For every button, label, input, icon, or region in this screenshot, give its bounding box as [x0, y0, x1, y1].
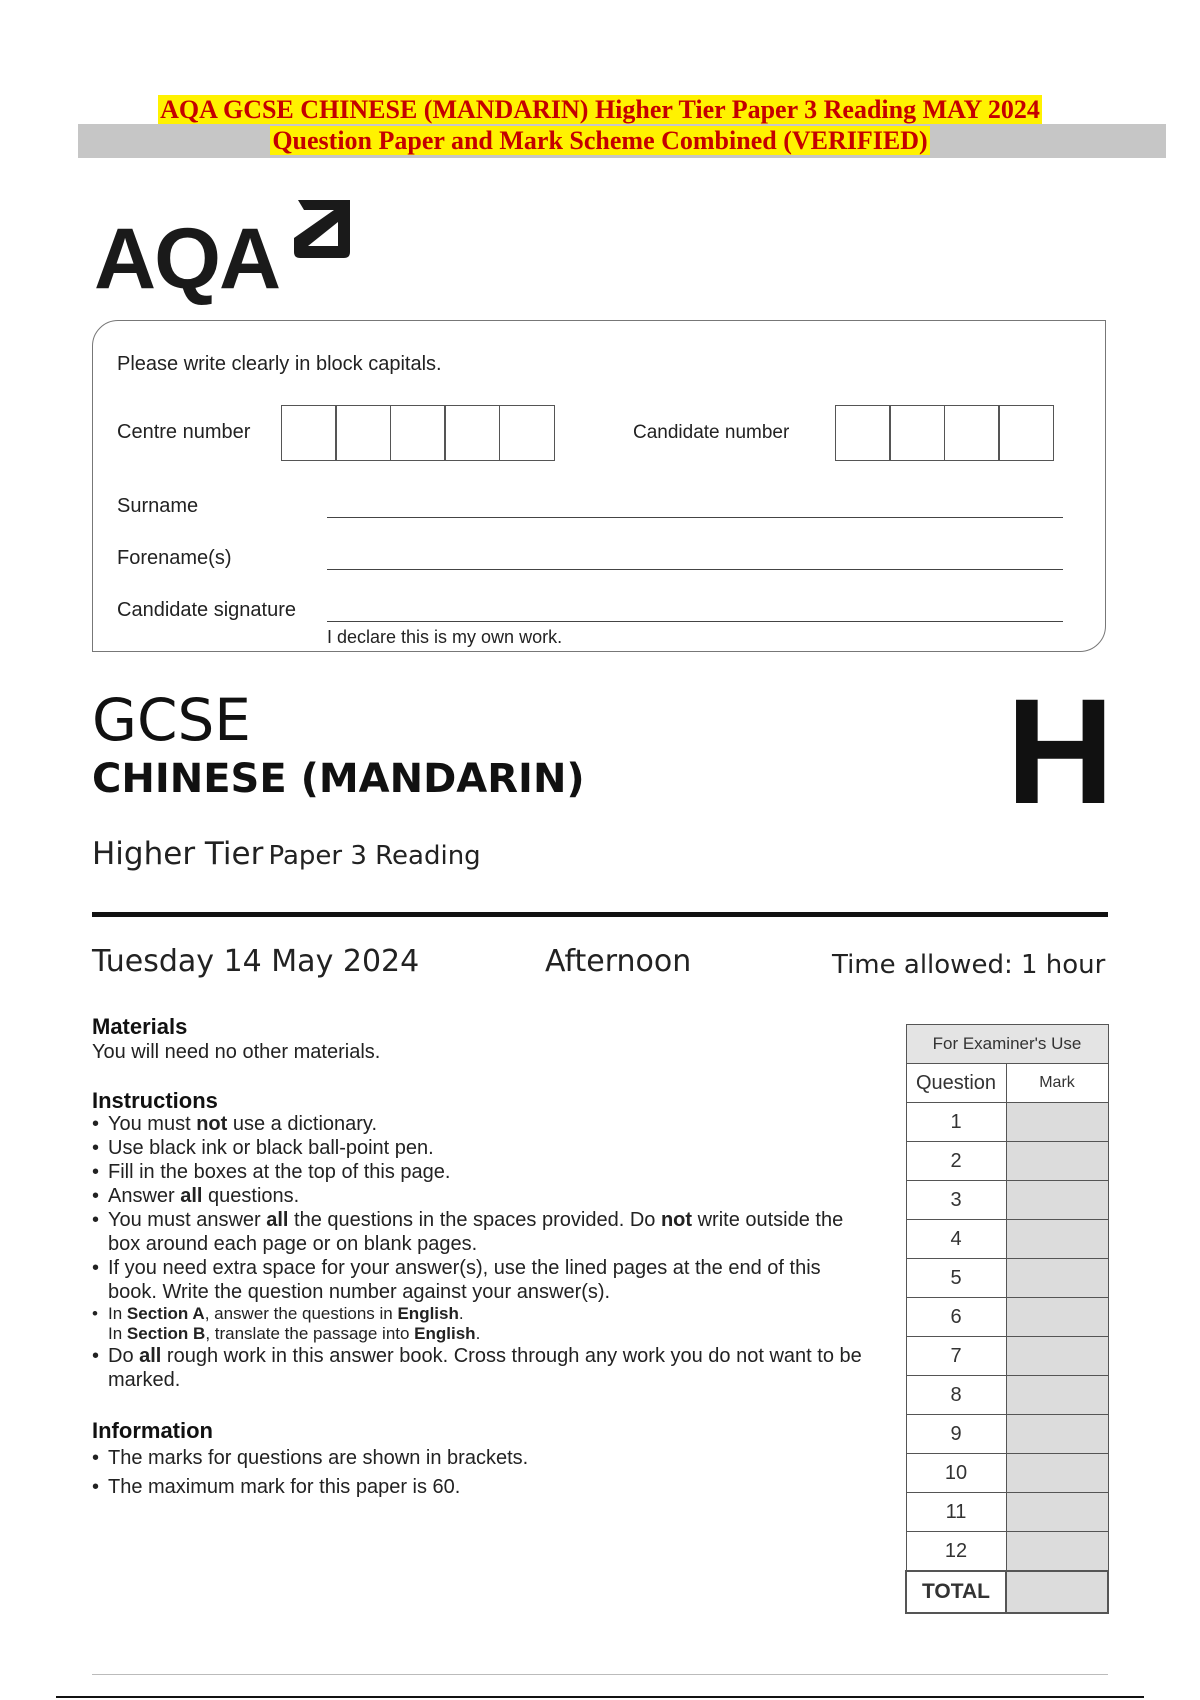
- question-number: 3: [906, 1181, 1006, 1220]
- banner-line-1: AQA GCSE CHINESE (MANDARIN) Higher Tier Paper 3 Reading MAY 2024: [160, 95, 1040, 124]
- mark-cell: [1006, 1376, 1108, 1415]
- question-number: 9: [906, 1415, 1006, 1454]
- instruction-item: • In Section A, answer the questions in English. In Section B, translate the passage into English.: [92, 1304, 872, 1344]
- tier-name: Higher Tier: [92, 836, 264, 872]
- mark-cell: [1006, 1415, 1108, 1454]
- question-number: 8: [906, 1376, 1006, 1415]
- table-row: [906, 1298, 1108, 1337]
- table-row: [906, 1337, 1108, 1376]
- mark-cell: [1006, 1220, 1108, 1259]
- forename-field[interactable]: [327, 569, 1063, 570]
- table-row: [906, 1181, 1108, 1220]
- mark-cell: [1006, 1142, 1108, 1181]
- centre-digit-box[interactable]: [335, 405, 391, 461]
- aqa-logo-mark-icon: [294, 200, 350, 262]
- mark-cell: [1006, 1532, 1108, 1572]
- materials-heading: Materials: [92, 1014, 188, 1039]
- total-label: TOTAL: [906, 1571, 1006, 1613]
- subject-title: CHINESE (MANDARIN): [92, 756, 585, 802]
- centre-digit-box[interactable]: [390, 405, 446, 461]
- table-row: [906, 1259, 1108, 1298]
- banner-line-2: Question Paper and Mark Scheme Combined (VERIFIED): [272, 126, 928, 155]
- table-row: [906, 1220, 1108, 1259]
- table-row: [906, 1532, 1108, 1572]
- question-number: 11: [906, 1493, 1006, 1532]
- surname-label: Surname: [117, 495, 199, 517]
- candidate-details-box: [92, 320, 1106, 652]
- mark-cell: [1006, 1493, 1108, 1532]
- exam-session: Afternoon: [545, 944, 692, 979]
- mark-cell: [1006, 1259, 1108, 1298]
- mark-cell: [1006, 1181, 1108, 1220]
- table-row-total: [906, 1571, 1108, 1613]
- total-mark-cell: [1006, 1571, 1108, 1613]
- table-row: [906, 1376, 1108, 1415]
- materials-text: You will need no other materials.: [92, 1041, 381, 1063]
- document-banner: [0, 94, 1200, 156]
- qualification-title: GCSE: [92, 686, 251, 754]
- mark-cell: [1006, 1454, 1108, 1493]
- signature-field[interactable]: [327, 621, 1063, 622]
- mark-cell: [1006, 1337, 1108, 1376]
- question-number: 2: [906, 1142, 1006, 1181]
- centre-number-boxes[interactable]: [282, 405, 555, 461]
- instruction-item: • Do all rough work in this answer book. Cross through any work you do not want to be marked.: [92, 1344, 872, 1392]
- examiners-use-table: [905, 1024, 1109, 1614]
- question-number: 6: [906, 1298, 1006, 1337]
- block-capitals-instruction: Please write clearly in block capitals.: [117, 353, 442, 375]
- aqa-logo-text: AQA: [94, 211, 280, 307]
- information-list: [92, 1444, 872, 1502]
- candidate-number-label: Candidate number: [633, 422, 790, 443]
- centre-number-label: Centre number: [117, 421, 251, 443]
- instruction-item: • Fill in the boxes at the top of this page.: [92, 1160, 872, 1184]
- centre-digit-box[interactable]: [499, 405, 555, 461]
- table-row: [906, 1415, 1108, 1454]
- question-number: 4: [906, 1220, 1006, 1259]
- mark-cell: [1006, 1103, 1108, 1142]
- signature-label: Candidate signature: [117, 599, 297, 621]
- mark-column-header: Mark: [1006, 1064, 1108, 1103]
- table-row: [906, 1142, 1108, 1181]
- question-column-header: Question: [906, 1064, 1006, 1103]
- candidate-digit-box[interactable]: [889, 405, 945, 461]
- table-row: [906, 1454, 1108, 1493]
- instruction-item: • You must not use a dictionary.: [92, 1112, 872, 1136]
- tier-paper-line: [92, 836, 481, 872]
- table-row: [906, 1103, 1108, 1142]
- question-number: 12: [906, 1532, 1006, 1572]
- tier-letter: H: [1006, 667, 1115, 835]
- declaration-text: I declare this is my own work.: [327, 627, 563, 647]
- information-item: • The maximum mark for this paper is 60.: [92, 1473, 872, 1502]
- instructions-list: [92, 1112, 872, 1392]
- instruction-item: • Use black ink or black ball-point pen.: [92, 1136, 872, 1160]
- footer-rule-dark: [56, 1696, 1144, 1698]
- candidate-digit-box[interactable]: [944, 405, 1000, 461]
- paper-name: Paper 3 Reading: [268, 841, 481, 871]
- instruction-item: • You must answer all the questions in the spaces provided. Do not write outside the box around each page or on blank pages.: [92, 1208, 872, 1256]
- centre-digit-box[interactable]: [281, 405, 337, 461]
- instructions-heading: Instructions: [92, 1088, 218, 1113]
- question-number: 5: [906, 1259, 1006, 1298]
- exam-date: Tuesday 14 May 2024: [92, 944, 420, 979]
- forename-label: Forename(s): [117, 547, 232, 569]
- mark-cell: [1006, 1298, 1108, 1337]
- examiners-use-title: For Examiner's Use: [906, 1025, 1108, 1064]
- footer-rule-light: [92, 1674, 1108, 1675]
- candidate-number-boxes[interactable]: [836, 405, 1054, 461]
- question-number: 1: [906, 1103, 1006, 1142]
- question-number: 10: [906, 1454, 1006, 1493]
- time-allowed: Time allowed: 1 hour: [832, 950, 1106, 980]
- table-row: [906, 1493, 1108, 1532]
- candidate-digit-box[interactable]: [998, 405, 1054, 461]
- instruction-item: • Answer all questions.: [92, 1184, 872, 1208]
- information-heading: Information: [92, 1418, 213, 1443]
- centre-digit-box[interactable]: [444, 405, 500, 461]
- instruction-item: • If you need extra space for your answer(s), use the lined pages at the end of this book. Write the question number against your answer(s).: [92, 1256, 872, 1304]
- title-divider: [92, 912, 1108, 917]
- surname-field[interactable]: [327, 517, 1063, 518]
- information-item: • The marks for questions are shown in brackets.: [92, 1444, 872, 1473]
- question-number: 7: [906, 1337, 1006, 1376]
- candidate-digit-box[interactable]: [835, 405, 891, 461]
